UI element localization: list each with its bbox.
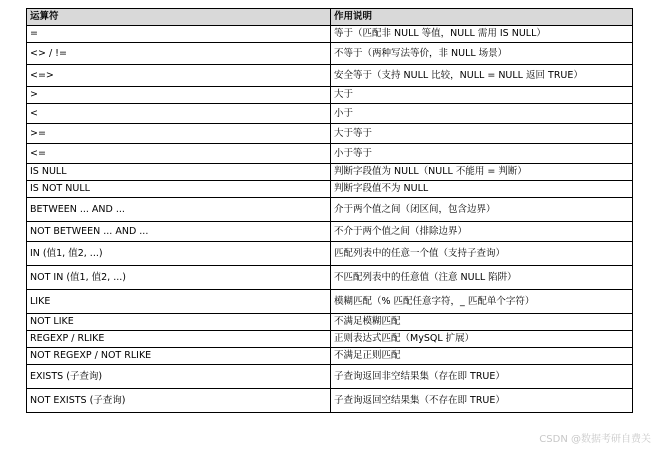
operator-cell: <> / != [27, 43, 331, 65]
operator-cell: IS NULL [27, 164, 331, 181]
table-row [27, 65, 633, 87]
watermark: CSDN @数据考研自费关 [539, 434, 651, 445]
operator-cell: NOT LIKE [27, 314, 331, 331]
description-cell: 模糊匹配（% 匹配任意字符，_ 匹配单个字符） [331, 290, 633, 314]
operator-table [26, 8, 633, 413]
description-cell: 判断字段值不为 NULL [331, 181, 633, 198]
operator-cell: EXISTS (子查询) [27, 365, 331, 389]
operator-cell: IS NOT NULL [27, 181, 331, 198]
description-cell: 匹配列表中的任意一个值（支持子查询） [331, 242, 633, 266]
table-row [27, 222, 633, 242]
operator-cell: < [27, 104, 331, 124]
table-header-row [27, 9, 633, 26]
table-row [27, 87, 633, 104]
operator-cell: NOT BETWEEN ... AND ... [27, 222, 331, 242]
operator-cell: >= [27, 124, 331, 144]
table-row [27, 104, 633, 124]
table-row [27, 43, 633, 65]
operator-cell: > [27, 87, 331, 104]
table-row [27, 348, 633, 365]
description-cell: 不匹配列表中的任意值（注意 NULL 陷阱） [331, 266, 633, 290]
operator-cell: LIKE [27, 290, 331, 314]
description-cell: 大于 [331, 87, 633, 104]
description-cell: 不满足正则匹配 [331, 348, 633, 365]
table-row [27, 314, 633, 331]
description-cell: 正则表达式匹配（MySQL 扩展） [331, 331, 633, 348]
table-row [27, 389, 633, 413]
header-operator: 运算符 [27, 9, 331, 26]
table-row [27, 144, 633, 164]
operator-cell: NOT IN (值1, 值2, ...) [27, 266, 331, 290]
description-cell: 等于（匹配非 NULL 等值，NULL 需用 IS NULL） [331, 26, 633, 43]
description-cell: 不介于两个值之间（排除边界） [331, 222, 633, 242]
table-row [27, 198, 633, 222]
table-row [27, 365, 633, 389]
operator-cell: = [27, 26, 331, 43]
table-row [27, 181, 633, 198]
operator-cell: BETWEEN ... AND ... [27, 198, 331, 222]
description-cell: 小于 [331, 104, 633, 124]
operator-cell: NOT EXISTS (子查询) [27, 389, 331, 413]
description-cell: 子查询返回非空结果集（存在即 TRUE） [331, 365, 633, 389]
table-row [27, 290, 633, 314]
description-cell: 安全等于（支持 NULL 比较，NULL = NULL 返回 TRUE） [331, 65, 633, 87]
table-row [27, 164, 633, 181]
description-cell: 判断字段值为 NULL（NULL 不能用 = 判断） [331, 164, 633, 181]
table-row [27, 266, 633, 290]
table-row [27, 242, 633, 266]
operator-cell: <=> [27, 65, 331, 87]
operator-cell: REGEXP / RLIKE [27, 331, 331, 348]
operator-cell: IN (值1, 值2, ...) [27, 242, 331, 266]
description-cell: 不等于（两种写法等价，非 NULL 场景） [331, 43, 633, 65]
table-row [27, 124, 633, 144]
description-cell: 大于等于 [331, 124, 633, 144]
description-cell: 介于两个值之间（闭区间，包含边界） [331, 198, 633, 222]
operator-cell: NOT REGEXP / NOT RLIKE [27, 348, 331, 365]
description-cell: 不满足模糊匹配 [331, 314, 633, 331]
header-description: 作用说明 [331, 9, 633, 26]
table-row [27, 331, 633, 348]
table-row [27, 26, 633, 43]
description-cell: 小于等于 [331, 144, 633, 164]
operator-cell: <= [27, 144, 331, 164]
description-cell: 子查询返回空结果集（不存在即 TRUE） [331, 389, 633, 413]
